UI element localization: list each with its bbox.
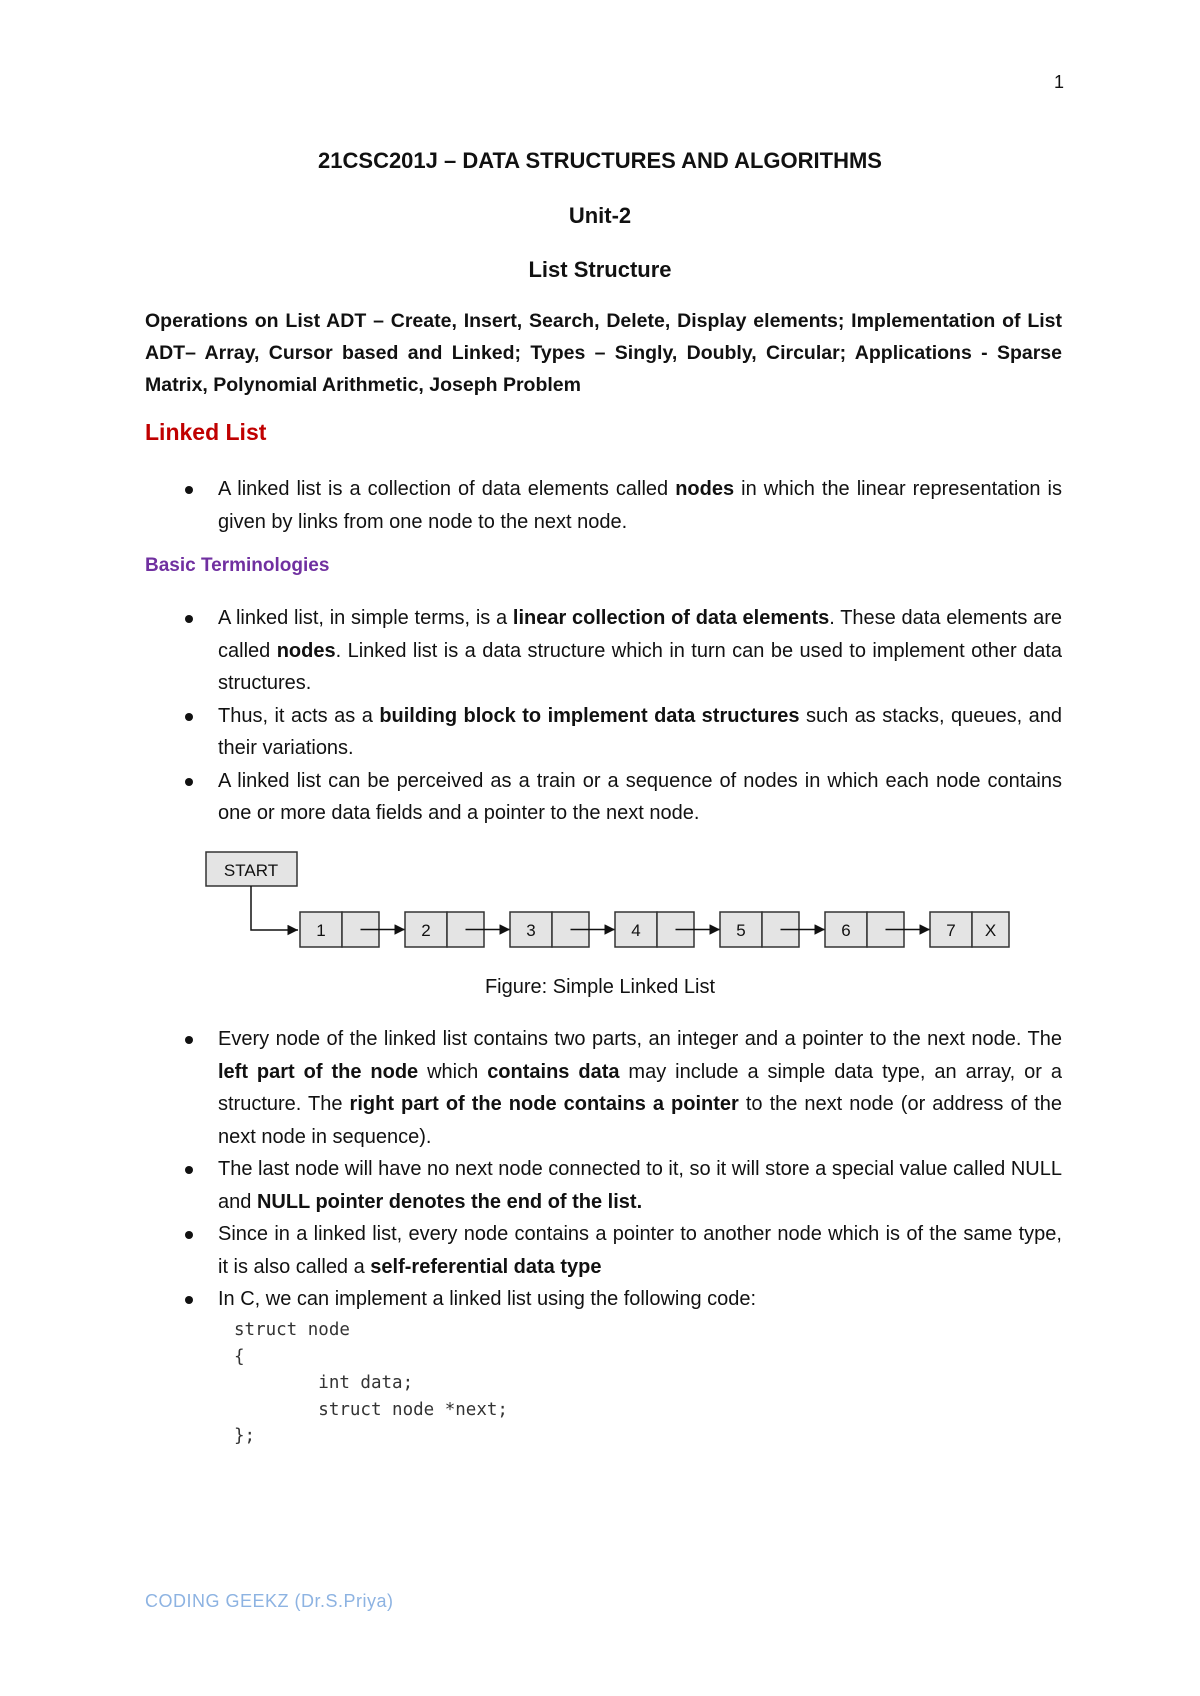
- code-line: int data;: [234, 1373, 414, 1393]
- detail-bullet: The last node will have no next node connected to it, so it will store a special value called NULL and NULL pointer denotes the end of the list.: [0, 1153, 1062, 1218]
- linked-list-diagram: [200, 850, 1020, 960]
- list-node: [510, 912, 615, 947]
- list-node: [825, 912, 930, 947]
- terminology-bullet-list: [0, 602, 1062, 830]
- node-value: 2: [421, 921, 431, 940]
- syllabus-paragraph: Operations on List ADT – Create, Insert, Search, Delete, Display elements; Implementation of List ADT– Array, Cursor based and Linked; Types – Singly, Doubly, Circular; Applications - Sparse Matrix, Polynomial Arithmetic, Joseph Problem: [145, 310, 1062, 396]
- node-value: 5: [736, 921, 746, 940]
- detail-bullet: In C, we can implement a linked list using the following code:: [0, 1283, 1062, 1316]
- start-pointer: [206, 852, 298, 930]
- list-node: [300, 912, 405, 947]
- page-number: 1: [1053, 72, 1064, 92]
- page-footer: CODING GEEKZ (Dr.S.Priya): [145, 1591, 394, 1611]
- intro-bullet-list: [0, 473, 1062, 538]
- terminology-bullet: A linked list, in simple terms, is a linear collection of data elements. These data elements are called nodes. Linked list is a data structure which in turn can be used to implement other data structures.: [0, 602, 1062, 700]
- code-line: {: [234, 1346, 245, 1367]
- intro-bullet: A linked list is a collection of data elements called nodes in which the linear representation is given by links from one node to the next node.: [0, 473, 1062, 538]
- detail-bullet: Every node of the linked list contains two parts, an integer and a pointer to the next node. The left part of the node which contains data may include a simple data type, an array, or a structure. The right part of the node contains a pointer to the next node (or address of the next node in sequence).: [0, 1023, 1062, 1153]
- terminology-bullet: A linked list can be perceived as a train or a sequence of nodes in which each node contains one or more data fields and a pointer to the next node.: [0, 765, 1062, 830]
- node-value: 3: [526, 921, 536, 940]
- c-struct-code: [234, 1317, 508, 1450]
- detail-bullet-list: [0, 1023, 1062, 1316]
- detail-bullet: Since in a linked list, every node contains a pointer to another node which is of the same type, it is also called a self-referential data type: [0, 1218, 1062, 1283]
- node-value: 7: [946, 921, 956, 940]
- code-line: };: [234, 1426, 256, 1446]
- null-marker: X: [984, 921, 997, 940]
- node-value: 1: [316, 921, 326, 940]
- list-node: [405, 912, 510, 947]
- start-label: START: [223, 861, 279, 880]
- list-node: [615, 912, 720, 947]
- document-title: 21CSC201J – DATA STRUCTURES AND ALGORITHMS: [318, 148, 882, 173]
- list-node: [720, 912, 825, 947]
- list-node: [930, 912, 1009, 947]
- node-value: 6: [841, 921, 851, 940]
- node-value: 4: [631, 921, 641, 940]
- unit-title: Unit-2: [568, 203, 632, 228]
- section-title: List Structure: [528, 257, 672, 282]
- code-line: struct node *next;: [234, 1399, 508, 1420]
- terminology-bullet: Thus, it acts as a building block to implement data structures such as stacks, queues, and their variations.: [0, 700, 1062, 765]
- basic-terminologies-heading: Basic Terminologies: [145, 555, 330, 576]
- figure-caption: Figure: Simple Linked List: [484, 976, 716, 998]
- linked-list-heading: Linked List: [145, 419, 267, 445]
- code-line: struct node: [234, 1320, 350, 1340]
